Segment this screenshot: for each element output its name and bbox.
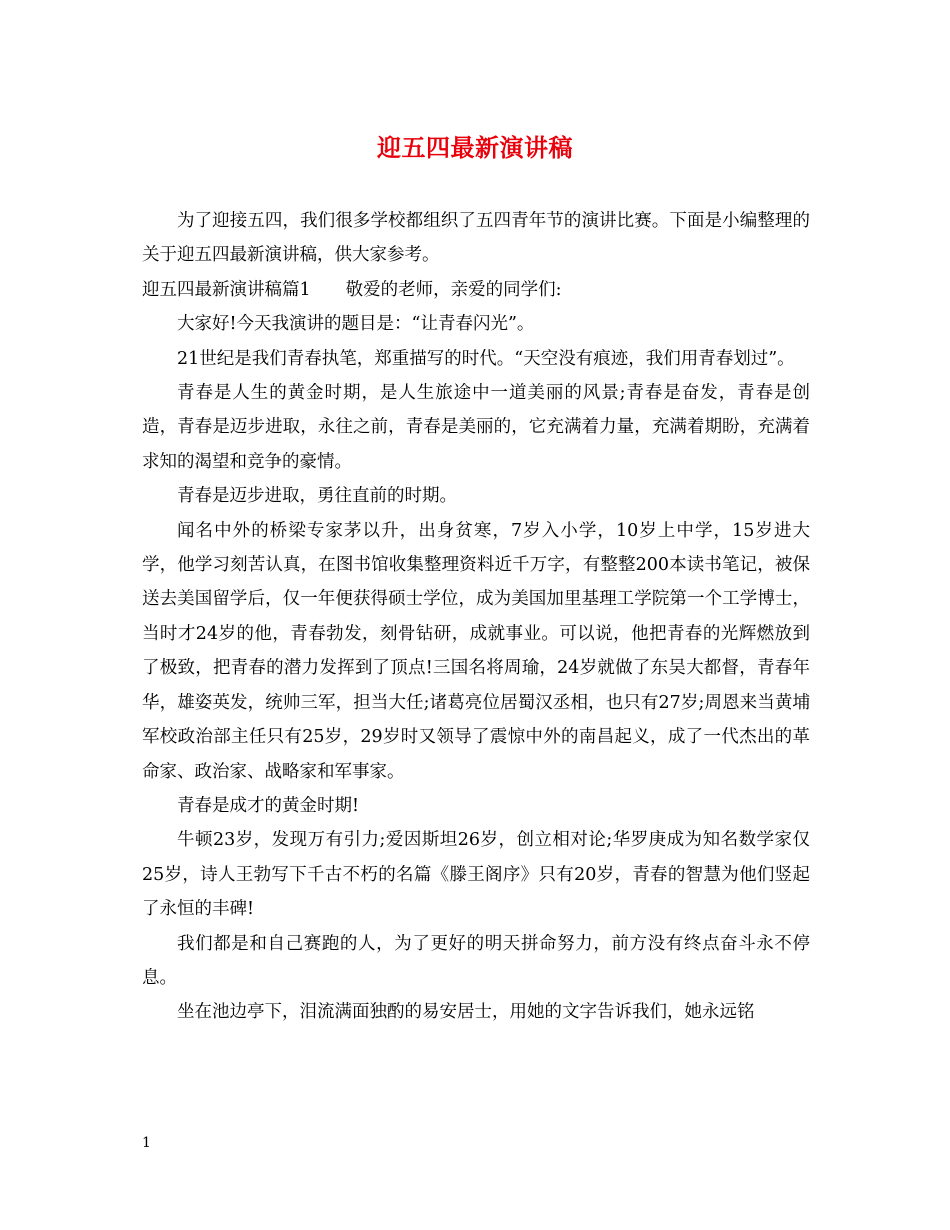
document-body bbox=[142, 204, 810, 1030]
document-title: 迎五四最新演讲稿 bbox=[377, 133, 573, 162]
paragraph-century: 21世纪是我们青春执笔，郑重描写的时代。“天空没有痕迹，我们用青春划过”。 bbox=[177, 348, 795, 369]
paragraph-examples: 闻名中外的桥梁专家茅以升，出身贫寒，7岁入小学，10岁上中学，15岁进大学，他学习刻苦认真，在图书馆收集整理资料近千万字，有整整200本读书笔记，被保送去美国留学后，仅一年便获得硕士学位，成为美国加里基理工学院第一个工学博士，当时才24岁的他，青春勃发，刻骨钻研，成就事业。可以说，他把青春的光辉燃放到了极致，把青春的潜力发挥到了顶点!三国名将周瑜，24岁就做了东吴大都督，青春年华，雄姿英发，统帅三军，担当大任;诸葛亮位居蜀汉丞相，也只有27岁;周恩来当黄埔军校政治部主任只有25岁，29岁时又领导了震惊中外的南昌起义，成了一代杰出的革命家、政治家、战略家和军事家。 bbox=[142, 520, 810, 782]
paragraph-greeting: 大家好!今天我演讲的题目是：“让青春闪光”。 bbox=[177, 314, 535, 335]
paragraph-youth-talent: 青春是成才的黄金时期! bbox=[177, 795, 360, 816]
paragraph-scientists: 牛顿23岁，发现万有引力;爱因斯坦26岁，创立相对论;华罗庚成为知名数学家仅25岁，诗人王勃写下千古不朽的名篇《滕王阁序》只有20岁，青春的智慧为他们竖起了永恒的丰碑! bbox=[142, 830, 810, 920]
paragraph-youth-golden: 青春是人生的黄金时期，是人生旅途中一道美丽的风景;青春是奋发，青春是创造，青春是迈步进取，永往之前，青春是美丽的，它充满着力量，充满着期盼，充满着求知的渴望和竞争的豪情。 bbox=[142, 383, 810, 472]
paragraph-youth-progress: 青春是迈步进取，勇往直前的时期。 bbox=[177, 486, 457, 507]
paragraph-yian: 坐在池边亭下，泪流满面独酌的易安居士，用她的文字告诉我们，她永远铭 bbox=[177, 1002, 755, 1023]
paragraph-speech-heading: 迎五四最新演讲稿篇1 敬爱的老师，亲爱的同学们: bbox=[142, 279, 562, 300]
paragraph-race: 我们都是和自己赛跑的人，为了更好的明天拼命努力，前方没有终点奋斗永不停息。 bbox=[142, 933, 810, 988]
paragraph-intro: 为了迎接五四，我们很多学校都组织了五四青年节的演讲比赛。下面是小编整理的关于迎五四最新演讲稿，供大家参考。 bbox=[142, 211, 810, 266]
page-number: 1 bbox=[142, 1135, 151, 1151]
